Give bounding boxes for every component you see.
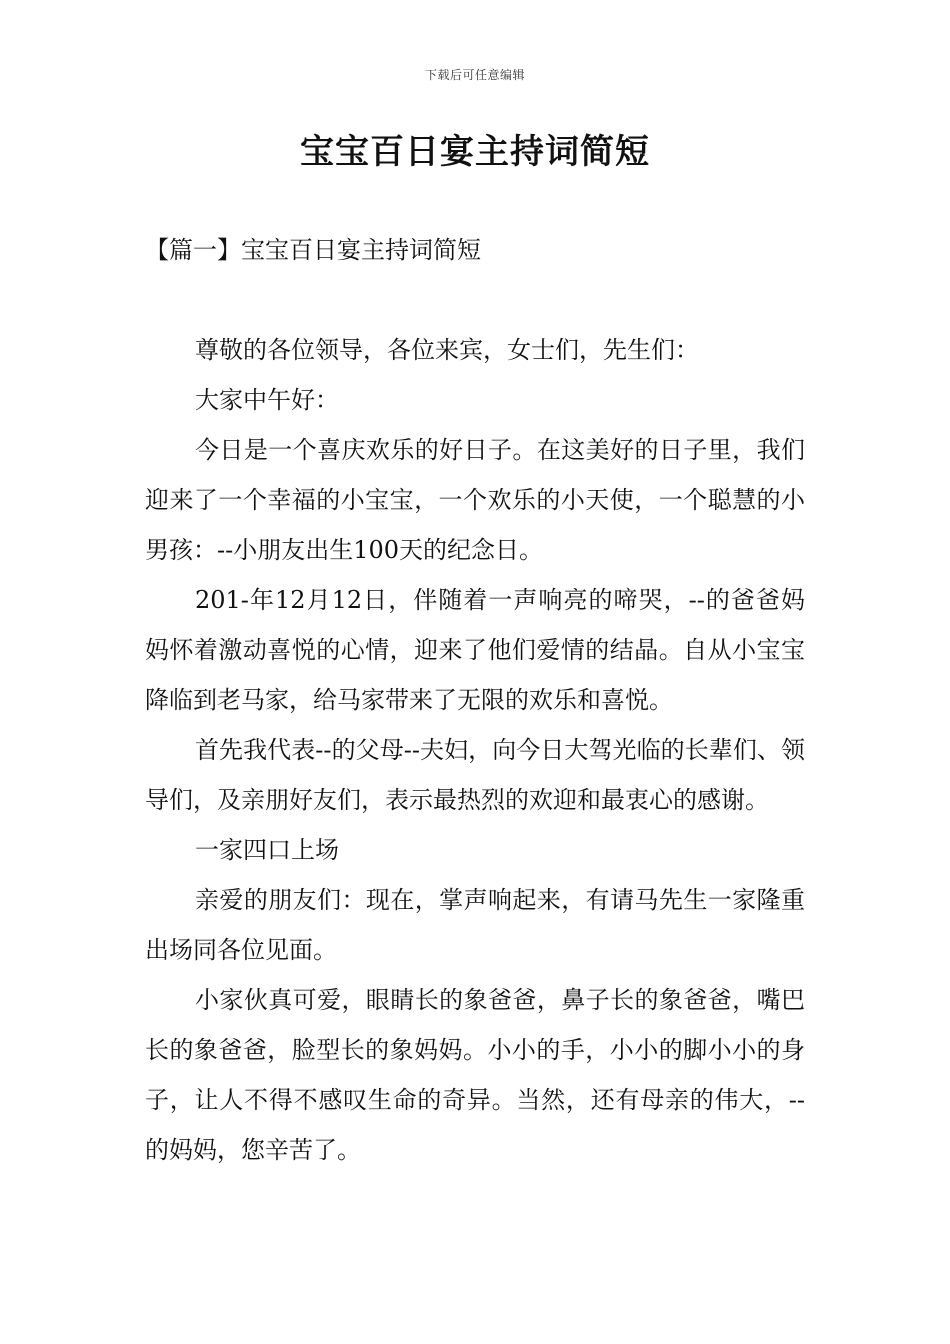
paragraph-celebration: 今日是一个喜庆欢乐的好日子。在这美好的日子里，我们迎来了一个幸福的小宝宝，一个欢乐的小天使，一个聪慧的小男孩：--小朋友出生100天的纪念日。 — [145, 436, 805, 564]
section-heading: 【篇一】宝宝百日宴主持词简短 — [145, 236, 481, 264]
paragraph-applause: 亲爱的朋友们：现在，掌声响起来，有请马先生一家隆重出场同各位见面。 — [145, 886, 805, 964]
paragraph-good-noon: 大家中午好： — [195, 386, 339, 414]
paragraph-birth: 201-年12月12日，伴随着一声响亮的啼哭，--的爸爸妈妈怀着激动喜悦的心情，迎来了他们爱情的结晶。自从小宝宝降临到老马家，给马家带来了无限的欢乐和喜悦。 — [145, 586, 805, 714]
header-note: 下载后可任意编辑 — [424, 68, 525, 82]
paragraph-greeting: 尊敬的各位领导，各位来宾，女士们，先生们： — [195, 336, 699, 364]
document-title: 宝宝百日宴主持词简短 — [300, 132, 650, 172]
paragraph-family-entrance: 一家四口上场 — [195, 836, 339, 864]
paragraph-baby-description: 小家伙真可爱，眼睛长的象爸爸，鼻子长的象爸爸，嘴巴长的象爸爸，脸型长的象妈妈。小小的手，小小的脚小小的身子，让人不得不感叹生命的奇异。当然，还有母亲的伟大，--的妈妈，您辛苦了。 — [145, 986, 805, 1164]
paragraph-thanks: 首先我代表--的父母--夫妇，向今日大驾光临的长辈们、领导们，及亲朋好友们，表示最热烈的欢迎和最衷心的感谢。 — [145, 736, 805, 814]
body-text — [145, 325, 805, 1175]
